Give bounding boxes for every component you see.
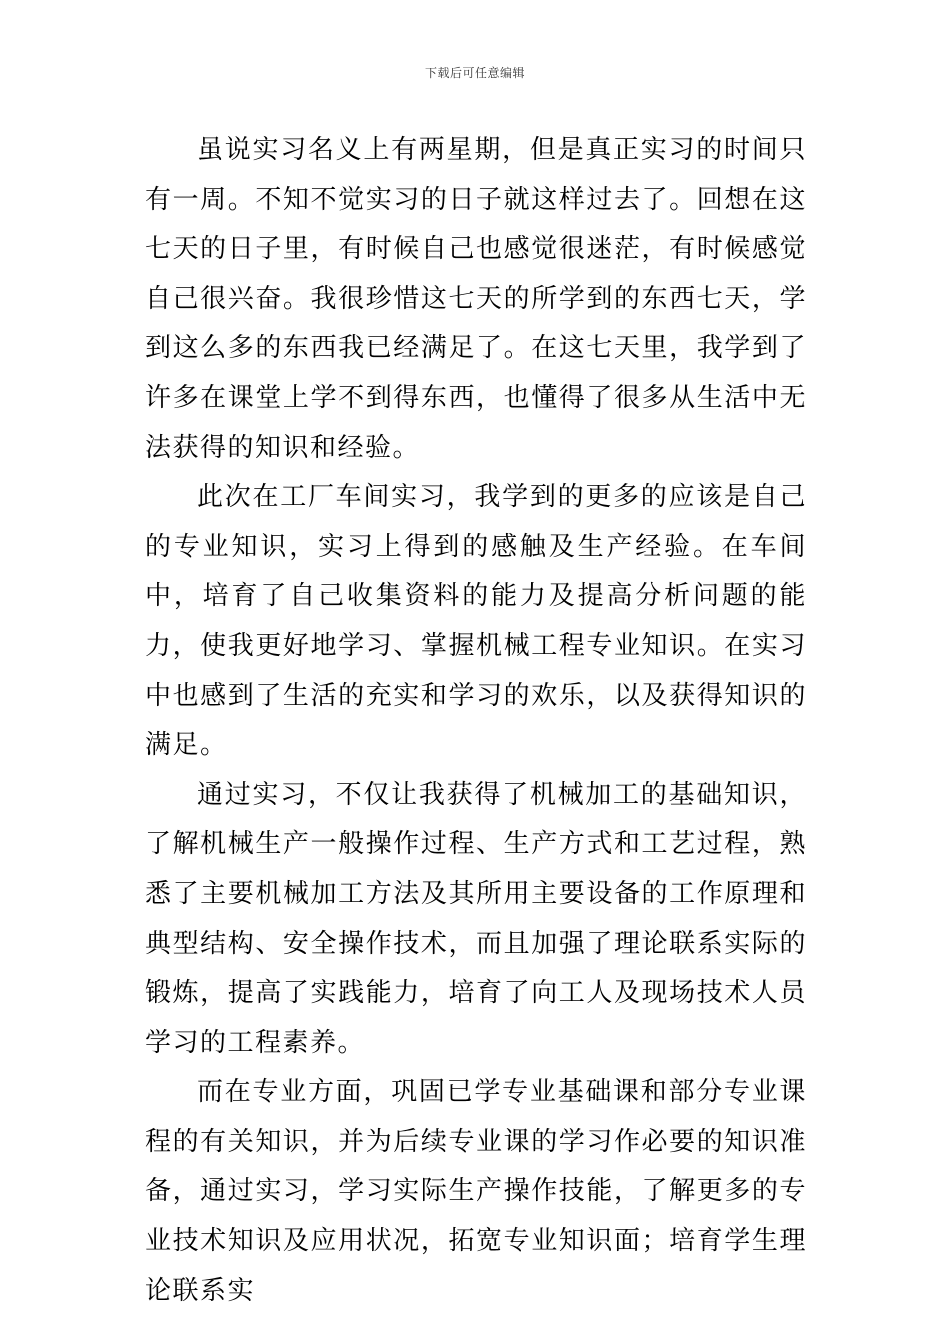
paragraph-2: 此次在工厂车间实习，我学到的更多的应该是自己的专业知识，实习上得到的感触及生产经验。在车间中，培育了自己收集资料的能力及提高分析问题的能力，使我更好地学习、掌握机械工程专业知识。在实习中也感到了生活的充实和学习的欢乐，以及获得知识的满足。 (145, 482, 807, 761)
paragraph-1: 虽说实习名义上有两星期，但是真正实习的时间只有一周。不知不觉实习的日子就这样过去了。回想在这七天的日子里，有时候自己也感觉很迷茫，有时候感觉自己很兴奋。我很珍惜这七天的所学到的东西七天，学到这么多的东西我已经满足了。在这七天里，我学到了许多在课堂上学不到得东西，也懂得了很多从生活中无法获得的知识和经验。 (145, 135, 807, 463)
document-body (145, 126, 807, 1316)
page-header: 下载后可任意编辑 (424, 66, 525, 80)
paragraph-3: 通过实习，不仅让我获得了机械加工的基础知识，了解机械生产一般操作过程、生产方式和工艺过程，熟悉了主要机械加工方法及其所用主要设备的工作原理和典型结构、安全操作技术，而且加强了理论联系实际的锻炼，提高了实践能力，培育了向工人及现场技术人员学习的工程素养。 (145, 779, 807, 1058)
paragraph-4: 而在专业方面，巩固已学专业基础课和部分专业课程的有关知识，并为后续专业课的学习作必要的知识准备，通过实习，学习实际生产操作技能，了解更多的专业技术知识及应用状况，拓宽专业知识面；培育学生理论联系实 (145, 1077, 807, 1306)
